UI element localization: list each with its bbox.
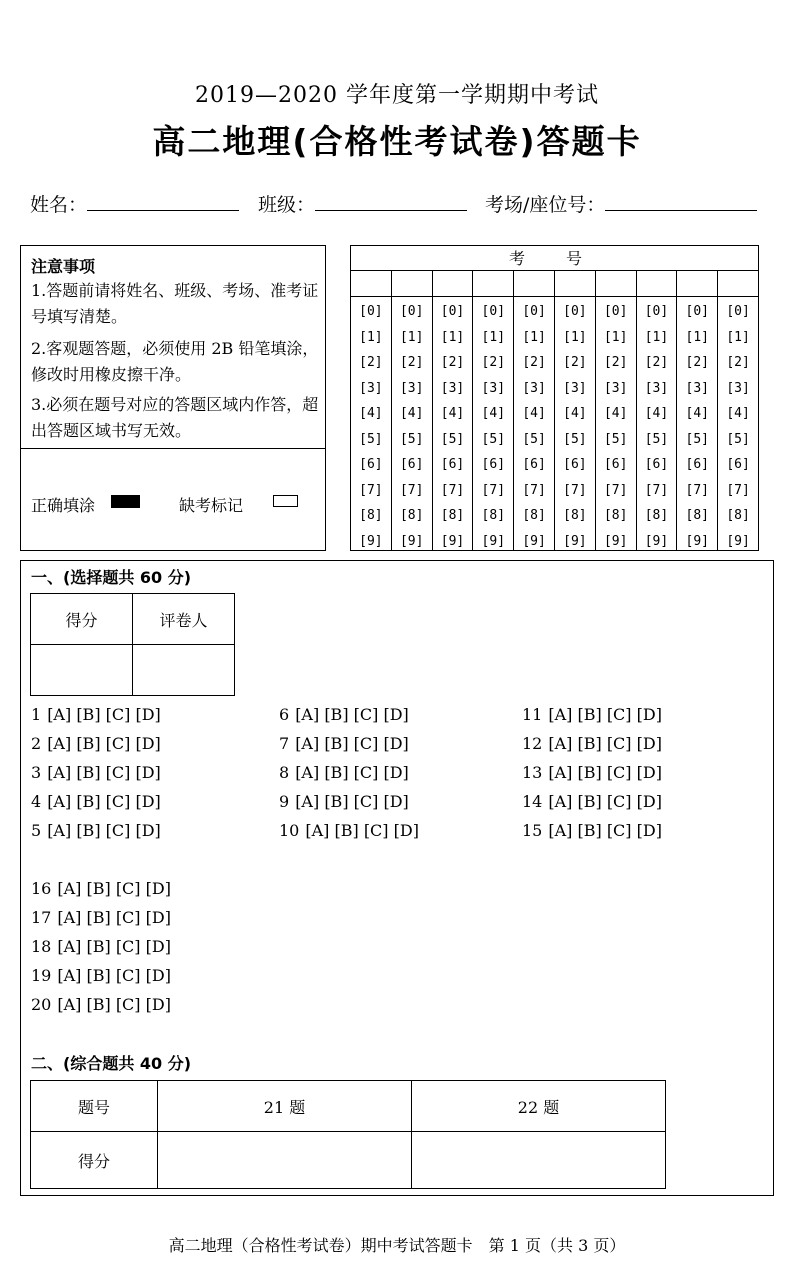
exam-number-bubble[interactable]: [1] — [726, 329, 750, 345]
question-row[interactable] — [31, 879, 171, 898]
section2-score-table — [30, 1080, 666, 1189]
question-number: 20 — [31, 995, 52, 1014]
answer-options[interactable]: [A] [B] [C] [D] — [548, 821, 662, 840]
question-number: 15 — [522, 821, 543, 840]
question-number: 17 — [31, 908, 52, 927]
answer-options[interactable]: [A] [B] [C] [D] — [47, 821, 161, 840]
exam-number-bubble[interactable]: [1] — [644, 329, 669, 345]
exam-number-bubble[interactable]: [8] — [440, 508, 465, 523]
exam-number-bubble[interactable]: [7] — [440, 482, 465, 498]
exam-number-bubble[interactable]: [1] — [481, 329, 506, 345]
exam-number-bubble[interactable]: [6] — [644, 457, 669, 472]
question-row[interactable] — [31, 908, 171, 927]
exam-number-bubble[interactable]: [7] — [644, 482, 669, 498]
exam-number-column — [514, 271, 555, 550]
exam-number-bubble[interactable]: [5] — [359, 431, 383, 447]
question-no-header: 题号 — [31, 1081, 158, 1132]
correct-fill-sample — [111, 495, 140, 508]
question-number: 6 — [279, 705, 290, 724]
question-row[interactable] — [522, 763, 662, 782]
exam-number-bubble[interactable]: [6] — [440, 457, 465, 472]
exam-number-bubble[interactable]: [8] — [399, 508, 424, 523]
exam-number-bubble[interactable]: [8] — [359, 508, 383, 523]
exam-number-bubble[interactable]: [0] — [481, 304, 506, 319]
exam-number-bubble[interactable]: [8] — [685, 508, 710, 523]
exam-number-bubble[interactable]: [3] — [563, 380, 587, 396]
question-row[interactable] — [31, 937, 171, 956]
answer-options[interactable]: [A] [B] [C] [D] — [305, 821, 419, 840]
answer-options[interactable]: [A] [B] [C] [D] — [548, 705, 662, 724]
question-row[interactable] — [31, 705, 161, 724]
exam-number-digit-box[interactable] — [718, 271, 758, 297]
exam-number-digit-box[interactable] — [351, 271, 391, 297]
exam-number-bubble[interactable]: [3] — [440, 380, 465, 396]
exam-number-bubble[interactable]: [0] — [359, 304, 383, 319]
notice-box — [20, 245, 326, 551]
question-row[interactable] — [279, 734, 409, 753]
exam-number-digit-box[interactable] — [677, 271, 717, 297]
answer-options[interactable]: [A] [B] [C] [D] — [295, 792, 409, 811]
exam-number-bubble[interactable]: [8] — [563, 508, 587, 523]
question-row[interactable] — [279, 792, 409, 811]
exam-number-bubble[interactable]: [5] — [522, 431, 546, 447]
exam-number-bubble[interactable]: [0] — [685, 304, 710, 319]
exam-number-bubble[interactable]: [3] — [726, 380, 750, 396]
exam-number-bubble[interactable]: [5] — [399, 431, 424, 447]
exam-number-bubble[interactable]: [2] — [685, 355, 710, 370]
grader-cell[interactable] — [133, 645, 235, 696]
answer-options[interactable]: [A] [B] [C] [D] — [548, 792, 662, 811]
exam-number-bubble[interactable]: [2] — [399, 355, 424, 370]
question-number: 5 — [31, 821, 42, 840]
question-row[interactable] — [31, 763, 161, 782]
question-row[interactable] — [31, 821, 161, 840]
exam-number-bubble[interactable]: [9] — [440, 533, 465, 549]
exam-number-bubble[interactable]: [1] — [359, 329, 383, 345]
name-field[interactable] — [30, 190, 239, 217]
exam-number-digit-box[interactable] — [433, 271, 473, 297]
exam-number-bubble[interactable]: [1] — [603, 329, 628, 345]
question-row[interactable] — [279, 821, 419, 840]
seat-field[interactable] — [485, 190, 757, 217]
absent-mark-label: 缺考标记 — [179, 496, 244, 515]
exam-number-bubble[interactable]: [6] — [685, 457, 710, 472]
exam-number-bubble[interactable]: [2] — [563, 355, 587, 370]
exam-number-bubble[interactable]: [2] — [440, 355, 465, 370]
answer-options[interactable]: [A] [B] [C] [D] — [47, 763, 161, 782]
class-blank[interactable] — [315, 193, 467, 211]
exam-number-bubble[interactable]: [3] — [359, 380, 383, 396]
notice-item: 3.必须在题号对应的答题区域内作答，超出答题区域书写无效。 — [31, 395, 319, 440]
question-row[interactable] — [279, 705, 409, 724]
exam-number-bubble[interactable]: [1] — [399, 329, 424, 345]
exam-number-bubble[interactable]: [4] — [522, 406, 546, 421]
exam-number-bubble[interactable]: [0] — [563, 304, 587, 319]
answer-sheet-title: 高二地理(合格性考试卷)答题卡 — [152, 122, 642, 161]
exam-number-bubble[interactable]: [4] — [644, 406, 669, 421]
score-row-label: 得分 — [31, 1132, 158, 1189]
exam-number-bubble[interactable]: [6] — [481, 457, 506, 472]
question-number: 3 — [31, 763, 42, 782]
answer-options[interactable]: [A] [B] [C] [D] — [47, 792, 161, 811]
exam-number-bubble[interactable]: [3] — [522, 380, 546, 396]
exam-number-bubble[interactable]: [7] — [399, 482, 424, 498]
exam-number-bubble[interactable]: [9] — [685, 533, 710, 549]
exam-number-column — [677, 271, 718, 550]
exam-number-column — [637, 271, 678, 550]
exam-number-column — [555, 271, 596, 550]
answer-options[interactable]: [A] [B] [C] [D] — [57, 937, 171, 956]
class-field[interactable] — [258, 190, 467, 217]
exam-number-digit-box[interactable] — [514, 271, 554, 297]
seat-blank[interactable] — [605, 193, 757, 211]
exam-number-bubble[interactable]: [3] — [685, 380, 710, 396]
exam-number-bubble[interactable]: [9] — [481, 533, 506, 549]
grader-header: 评卷人 — [133, 594, 235, 645]
section1-score-table — [30, 593, 235, 696]
exam-number-bubble[interactable]: [5] — [603, 431, 628, 447]
answer-options[interactable]: [A] [B] [C] [D] — [57, 995, 171, 1014]
exam-number-bubble[interactable]: [2] — [359, 355, 383, 370]
question-number: 18 — [31, 937, 52, 956]
answer-options[interactable]: [A] [B] [C] [D] — [47, 705, 161, 724]
exam-number-column — [392, 271, 433, 550]
question-number: 19 — [31, 966, 52, 985]
exam-number-bubble[interactable]: [0] — [603, 304, 628, 319]
correct-fill-label: 正确填涂 — [31, 496, 96, 515]
q21-score-cell[interactable] — [158, 1132, 412, 1189]
exam-title: 2019—2020 学年度第一学期期中考试 — [195, 83, 599, 108]
question-number: 14 — [522, 792, 543, 811]
exam-number-column — [351, 271, 392, 550]
exam-number-bubble[interactable]: [3] — [481, 380, 506, 396]
name-label: 姓名： — [30, 194, 88, 216]
score-cell[interactable] — [31, 645, 133, 696]
notice-item: 2.客观题答题，必须使用 2B 铅笔填涂，修改时用橡皮擦干净。 — [31, 339, 319, 384]
exam-number-grid — [350, 245, 759, 551]
answer-options[interactable]: [A] [B] [C] [D] — [57, 966, 171, 985]
q22-score-cell[interactable] — [412, 1132, 666, 1189]
exam-number-bubble[interactable]: [2] — [644, 355, 669, 370]
exam-number-bubble[interactable]: [4] — [685, 406, 710, 421]
answer-options[interactable]: [A] [B] [C] [D] — [548, 763, 662, 782]
name-blank[interactable] — [87, 193, 239, 211]
question-number: 11 — [522, 705, 543, 724]
answer-options[interactable]: [A] [B] [C] [D] — [47, 734, 161, 753]
exam-number-bubble[interactable]: [8] — [644, 508, 669, 523]
exam-number-bubble[interactable]: [8] — [522, 508, 546, 523]
exam-number-bubble[interactable]: [2] — [603, 355, 628, 370]
class-label: 班级： — [258, 194, 316, 216]
exam-number-bubble[interactable]: [6] — [522, 457, 546, 472]
exam-number-bubble[interactable]: [9] — [726, 533, 750, 549]
exam-number-bubble[interactable]: [5] — [726, 431, 750, 447]
section1-title: 一、(选择题共 60 分) — [31, 568, 192, 587]
answer-options[interactable]: [A] [B] [C] [D] — [295, 705, 409, 724]
question-row[interactable] — [522, 705, 662, 724]
exam-number-bubble[interactable]: [6] — [359, 457, 383, 472]
exam-number-bubble[interactable]: [7] — [685, 482, 710, 498]
exam-number-digit-box[interactable] — [596, 271, 636, 297]
exam-number-column — [433, 271, 474, 550]
exam-number-bubble[interactable]: [8] — [481, 508, 506, 523]
exam-number-bubble[interactable]: [8] — [726, 508, 750, 523]
exam-number-column — [473, 271, 514, 550]
exam-number-bubble[interactable]: [0] — [522, 304, 546, 319]
exam-number-bubble[interactable]: [2] — [522, 355, 546, 370]
exam-number-bubble[interactable]: [0] — [440, 304, 465, 319]
exam-number-digit-box[interactable] — [473, 271, 513, 297]
exam-number-bubble[interactable]: [7] — [603, 482, 628, 498]
exam-number-bubble[interactable]: [7] — [522, 482, 546, 498]
answer-options[interactable]: [A] [B] [C] [D] — [295, 763, 409, 782]
exam-number-column — [718, 271, 758, 550]
question-number: 12 — [522, 734, 543, 753]
question-number: 16 — [31, 879, 52, 898]
exam-number-bubble[interactable]: [5] — [440, 431, 465, 447]
question-number: 1 — [31, 705, 42, 724]
exam-number-bubble[interactable]: [0] — [644, 304, 669, 319]
exam-number-bubble[interactable]: [5] — [685, 431, 710, 447]
question-row[interactable] — [279, 763, 409, 782]
exam-number-bubble[interactable]: [7] — [726, 482, 750, 498]
answer-area — [20, 560, 774, 1196]
exam-number-bubble[interactable]: [5] — [644, 431, 669, 447]
exam-number-bubble[interactable]: [9] — [563, 533, 587, 549]
exam-number-bubble[interactable]: [8] — [603, 508, 628, 523]
notice-title: 注意事项 — [31, 257, 96, 276]
question-number: 7 — [279, 734, 290, 753]
exam-number-bubble[interactable]: [4] — [563, 406, 587, 421]
question-number: 4 — [31, 792, 42, 811]
exam-number-digit-box[interactable] — [555, 271, 595, 297]
exam-number-digit-box[interactable] — [392, 271, 432, 297]
exam-number-bubble[interactable]: [7] — [359, 482, 383, 498]
question-row[interactable] — [522, 792, 662, 811]
exam-number-bubble[interactable]: [1] — [440, 329, 465, 345]
question-number: 8 — [279, 763, 290, 782]
exam-number-bubble[interactable]: [2] — [726, 355, 750, 370]
q21-header: 21 题 — [158, 1081, 412, 1132]
question-row[interactable] — [31, 995, 171, 1014]
exam-number-bubble[interactable]: [5] — [563, 431, 587, 447]
exam-number-label: 考 号 — [351, 246, 758, 271]
exam-number-bubble[interactable]: [3] — [399, 380, 424, 396]
exam-number-bubble[interactable]: [0] — [726, 304, 750, 319]
section2-title: 二、(综合题共 40 分) — [31, 1054, 192, 1073]
question-row[interactable] — [522, 821, 662, 840]
notice-item: 1.答题前请将姓名、班级、考场、准考证号填写清楚。 — [31, 281, 319, 326]
exam-number-bubble[interactable]: [6] — [603, 457, 628, 472]
exam-number-bubble[interactable]: [9] — [522, 533, 546, 549]
exam-number-bubble[interactable]: [6] — [399, 457, 424, 472]
question-number: 2 — [31, 734, 42, 753]
exam-number-bubble[interactable]: [9] — [603, 533, 628, 549]
exam-number-bubble[interactable]: [6] — [726, 457, 750, 472]
exam-number-bubble[interactable]: [4] — [399, 406, 424, 421]
exam-number-bubble[interactable]: [1] — [522, 329, 546, 345]
question-row[interactable] — [31, 966, 171, 985]
question-row[interactable] — [31, 792, 161, 811]
seat-label: 考场/座位号： — [485, 194, 606, 216]
exam-number-bubble[interactable]: [4] — [726, 406, 750, 421]
exam-number-bubble[interactable]: [1] — [563, 329, 587, 345]
exam-number-bubble[interactable]: [4] — [603, 406, 628, 421]
exam-number-bubble[interactable]: [4] — [440, 406, 465, 421]
answer-options[interactable]: [A] [B] [C] [D] — [57, 908, 171, 927]
exam-number-bubble[interactable]: [3] — [644, 380, 669, 396]
exam-number-bubble[interactable]: [4] — [481, 406, 506, 421]
exam-number-bubble[interactable]: [1] — [685, 329, 710, 345]
answer-options[interactable]: [A] [B] [C] [D] — [57, 879, 171, 898]
answer-options[interactable]: [A] [B] [C] [D] — [548, 734, 662, 753]
exam-number-bubble[interactable]: [5] — [481, 431, 506, 447]
absent-mark-box[interactable] — [273, 495, 298, 507]
question-row[interactable] — [522, 734, 662, 753]
exam-number-bubble[interactable]: [9] — [644, 533, 669, 549]
question-number: 13 — [522, 763, 543, 782]
exam-number-bubble[interactable]: [4] — [359, 406, 383, 421]
exam-number-bubble[interactable]: [0] — [399, 304, 424, 319]
exam-number-bubble[interactable]: [3] — [603, 380, 628, 396]
exam-number-bubble[interactable]: [7] — [481, 482, 506, 498]
divider — [21, 448, 325, 449]
exam-number-bubble[interactable]: [6] — [563, 457, 587, 472]
exam-number-digit-box[interactable] — [637, 271, 677, 297]
exam-number-bubble[interactable]: [2] — [481, 355, 506, 370]
exam-number-bubble[interactable]: [9] — [359, 533, 383, 549]
exam-number-bubble[interactable]: [7] — [563, 482, 587, 498]
q22-header: 22 题 — [412, 1081, 666, 1132]
answer-options[interactable]: [A] [B] [C] [D] — [295, 734, 409, 753]
question-row[interactable] — [31, 734, 161, 753]
page-footer: 高二地理（合格性考试卷）期中考试答题卡 第 1 页（共 3 页） — [168, 1236, 626, 1255]
question-number: 10 — [279, 821, 300, 840]
exam-number-bubble[interactable]: [9] — [399, 533, 424, 549]
question-number: 9 — [279, 792, 290, 811]
exam-number-column — [596, 271, 637, 550]
score-header: 得分 — [31, 594, 133, 645]
